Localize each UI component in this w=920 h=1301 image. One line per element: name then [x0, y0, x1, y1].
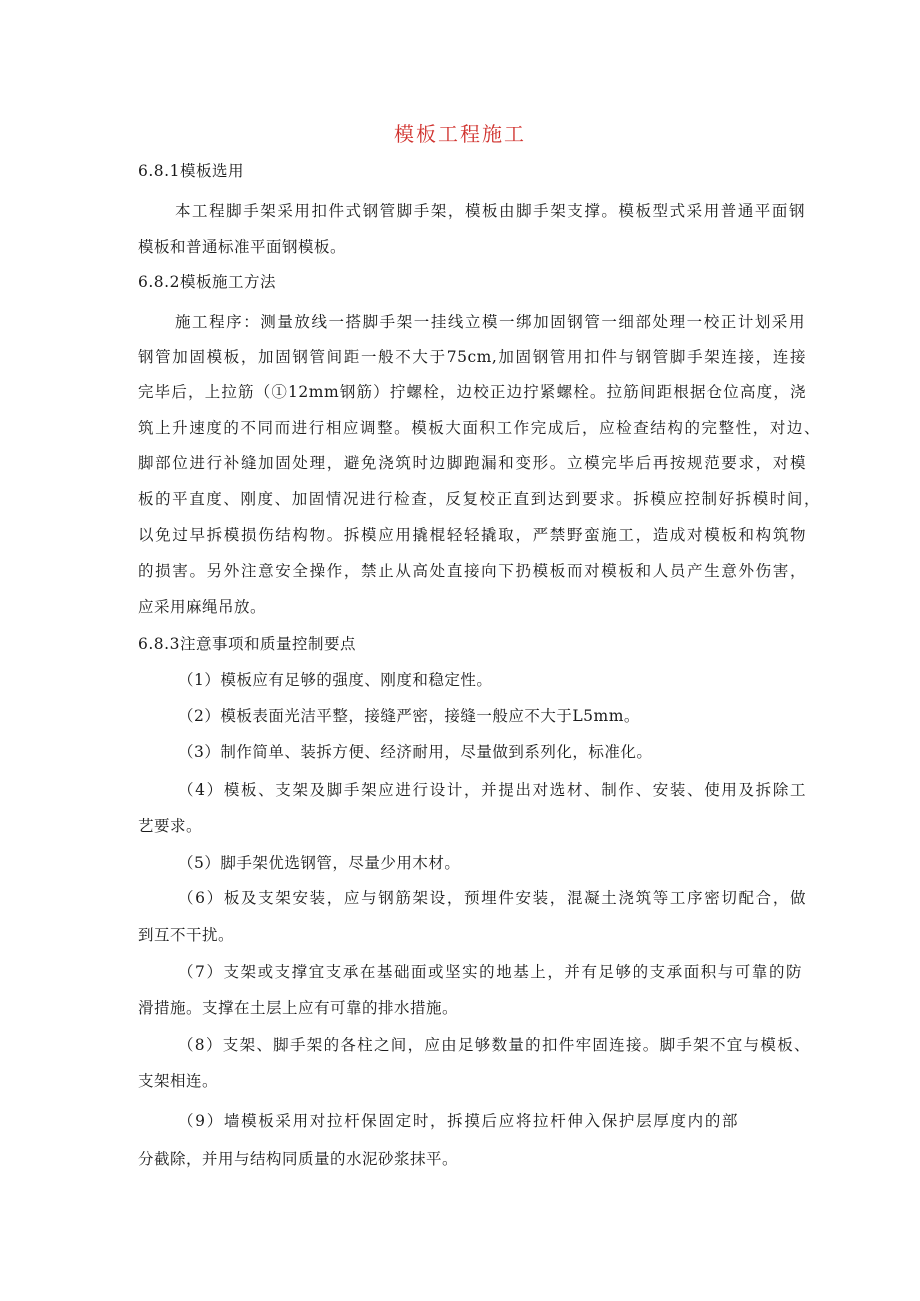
list-item-continued: 艺要求。: [138, 817, 203, 835]
document-title: 模板工程施工: [394, 122, 526, 146]
paragraph-line: 完毕后，上拉筋（①12mm钢筋）拧螺栓，边校正边拧紧螺栓。拉筋间距根据仓位高度，浇: [138, 383, 806, 401]
paragraph-line: 筑上升速度的不同而进行相应调整。模板大面积工作完成后，应检查结构的完整性，对边、: [138, 419, 820, 437]
list-item: （5）脚手架优选钢管，尽量少用木材。: [178, 854, 461, 872]
list-item: （8）支架、脚手架的各柱之间，应由足够数量的扣件牢固连接。脚手架不宜与模板、: [178, 1036, 810, 1054]
list-item: （2）模板表面光洁平整，接缝严密，接缝一般应不大于L5mm。: [178, 707, 640, 725]
paragraph-line: 板的平直度、刚度、加固情况进行检查，反复校正直到达到要求。拆模应控制好拆模时间，: [138, 490, 820, 508]
list-item-continued: 到互不干扰。: [138, 926, 235, 944]
paragraph-line: 的损害。另外注意安全操作，禁止从高处直接向下扔模板而对模板和人员产生意外伤害，: [138, 562, 806, 580]
list-item-continued: 分截除，并用与结构同质量的水泥砂浆抹平。: [138, 1150, 459, 1168]
section-heading: 6.8.1模板选用: [138, 162, 244, 180]
section-heading: 6.8.3注意事项和质量控制要点: [138, 635, 356, 653]
list-item: （7）支架或支撑宜支承在基础面或坚实的地基上，并有足够的支承面积与可靠的防: [178, 963, 802, 981]
paragraph-line: 以免过早拆模损伤结构物。拆模应用撬棍轻轻撬取，严禁野蛮施工，造成对模板和构筑物: [138, 526, 806, 544]
list-item: （6）板及支架安装，应与钢筋架设，预埋件安装，混凝土浇筑等工序密切配合，做: [178, 889, 806, 907]
list-item: （9）墙模板采用对拉杆保固定时，拆摸后应将拉杆伸入保护层厚度内的部: [178, 1112, 738, 1130]
paragraph-line: 钢管加固模板，加固钢管间距一般不大于75cm,加固钢管用扣件与钢管脚手架连接，连接: [138, 348, 806, 366]
list-item: （3）制作简单、装拆方便、经济耐用，尽量做到系列化，标准化。: [178, 743, 653, 761]
paragraph-line: 本工程脚手架采用扣件式钢管脚手架，模板由脚手架支撑。模板型式采用普通平面钢: [175, 202, 805, 220]
list-item-continued: 滑措施。支撑在土层上应有可靠的排水措施。: [138, 999, 459, 1017]
list-item: （4）模板、支架及脚手架应进行设计，并提出对选材、制作、安装、使用及拆除工: [178, 781, 806, 799]
paragraph-line: 施工程序：测量放线一搭脚手架一挂线立模一绑加固钢管一细部处理一校正计划采用: [175, 313, 805, 331]
section-heading: 6.8.2模板施工方法: [138, 273, 276, 291]
list-item-continued: 支架相连。: [138, 1072, 219, 1090]
paragraph-line: 应采用麻绳吊放。: [138, 598, 267, 616]
list-item: （1）模板应有足够的强度、刚度和稳定性。: [178, 671, 493, 689]
paragraph-line: 模板和普通标准平面钢模板。: [138, 238, 347, 256]
paragraph-line: 脚部位进行补缝加固处理，避免浇筑时边脚跑漏和变形。立模完毕后再按规范要求，对模: [138, 454, 806, 472]
